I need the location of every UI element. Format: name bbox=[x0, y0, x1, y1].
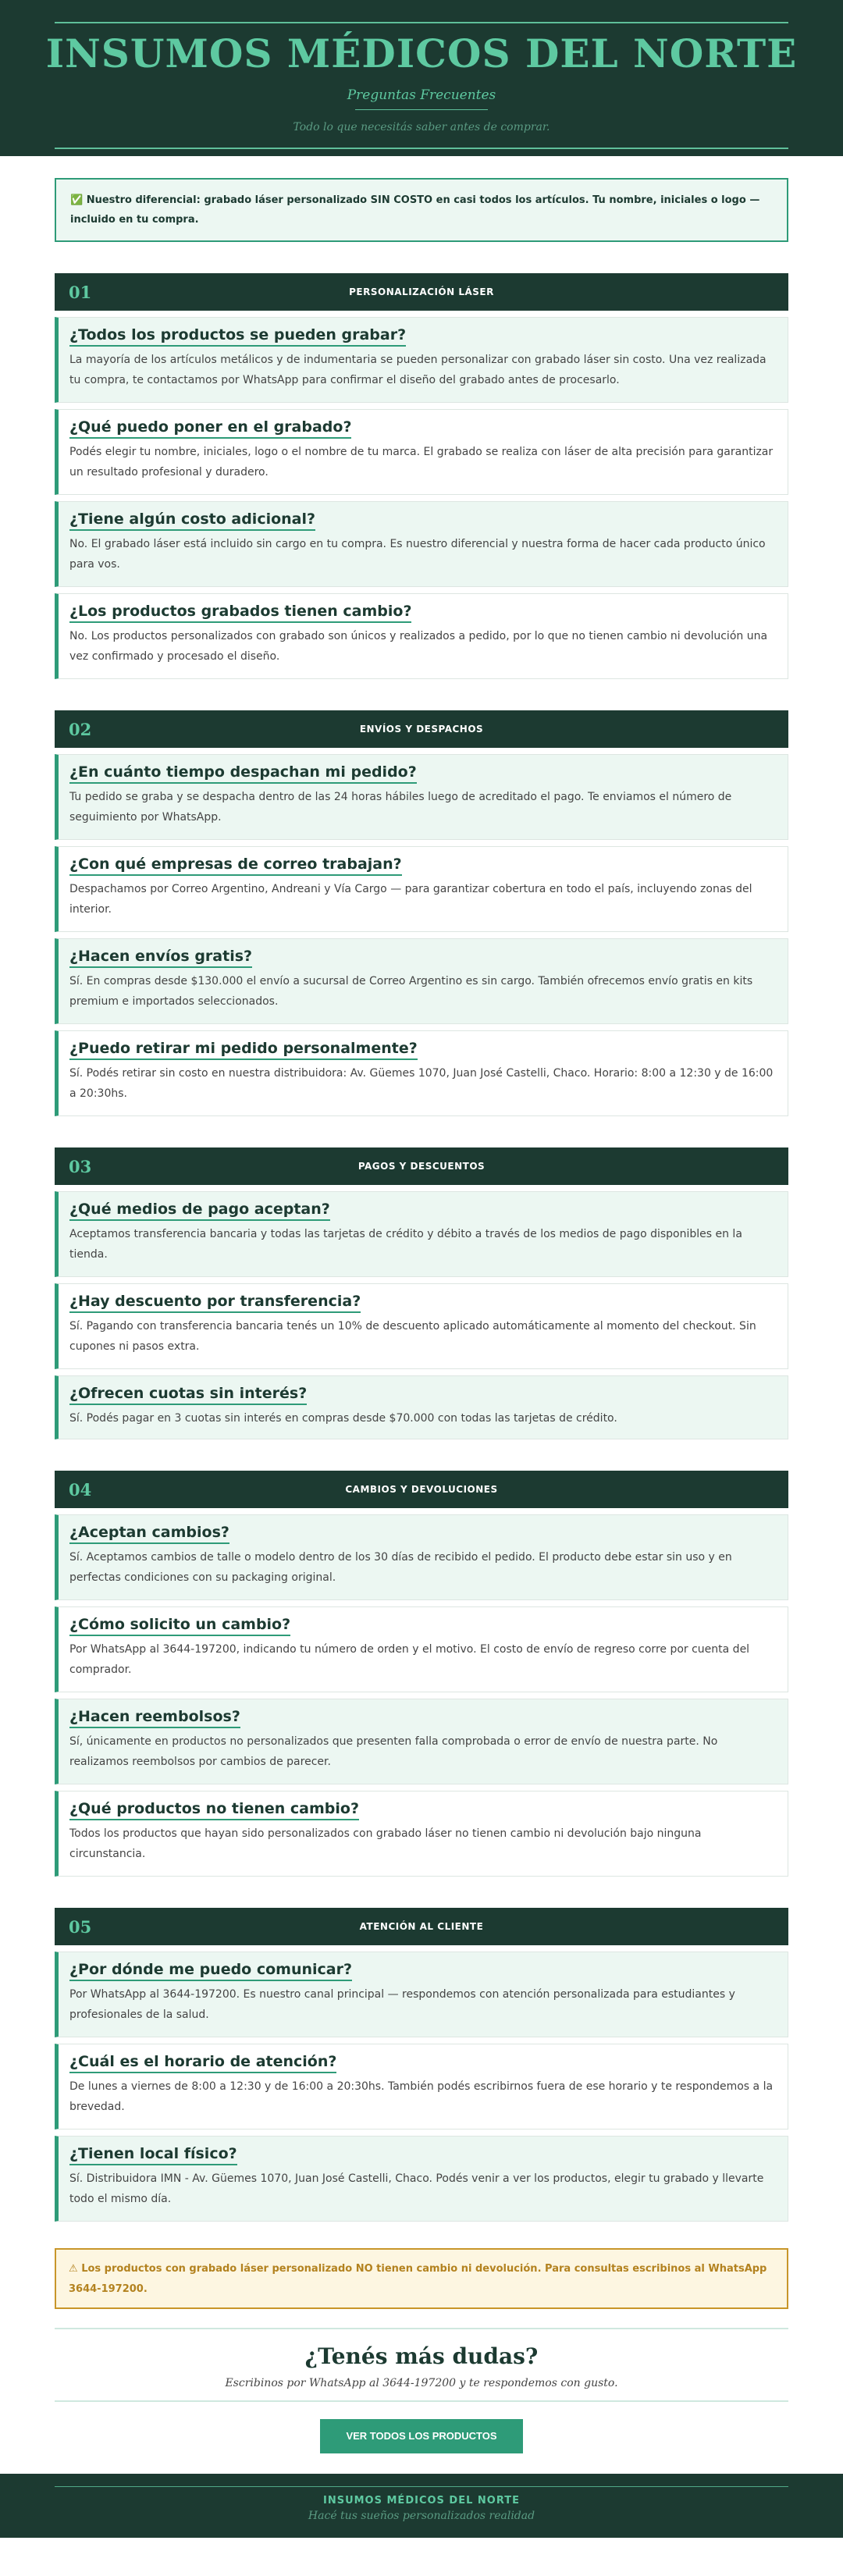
section-number: 04 bbox=[69, 1479, 92, 1500]
faq-section bbox=[55, 1471, 788, 1877]
faq-question: ¿Hacen reembolsos? bbox=[69, 1707, 240, 1728]
section-number: 05 bbox=[69, 1916, 92, 1937]
faq-answer: Por WhatsApp al 3644-197200, indicando tu número de orden y el motivo. El costo de envío de regreso corre por cuenta del comprador. bbox=[69, 1643, 750, 1676]
faq-question: ¿En cuánto tiempo despachan mi pedido? bbox=[69, 763, 417, 784]
faq-item bbox=[55, 1030, 788, 1116]
faq-item bbox=[55, 593, 788, 679]
page-tagline: Todo lo que necesitás saber antes de comprar. bbox=[293, 121, 550, 133]
section-title: ATENCIÓN AL CLIENTE bbox=[359, 1921, 484, 1932]
more-questions-title: ¿Tenés más dudas? bbox=[304, 2343, 539, 2369]
view-all-products-button[interactable]: VER TODOS LOS PRODUCTOS bbox=[320, 2419, 523, 2453]
faq-item bbox=[55, 1606, 788, 1692]
faq-answer: De lunes a viernes de 8:00 a 12:30 y de 16:00 a 20:30hs. También podés escribirnos fuera de ese horario y te respondemos a la brevedad. bbox=[69, 2080, 774, 2113]
faq-question: ¿Cuál es el horario de atención? bbox=[69, 2052, 336, 2073]
faq-item bbox=[55, 317, 788, 403]
faq-answer: No. Los productos personalizados con grabado son únicos y realizados a pedido, por lo que no tienen cambio ni devolución una vez confirmado y procesado el diseño. bbox=[69, 630, 768, 663]
faq-item bbox=[55, 1191, 788, 1277]
faq-item bbox=[55, 2136, 788, 2222]
faq-question: ¿Hay descuento por transferencia? bbox=[69, 1292, 361, 1313]
faq-item bbox=[55, 2044, 788, 2129]
section-title: ENVÍOS Y DESPACHOS bbox=[359, 724, 484, 735]
faq-question: ¿Aceptan cambios? bbox=[69, 1523, 229, 1544]
faq-item bbox=[55, 846, 788, 932]
faq-question: ¿Ofrecen cuotas sin interés? bbox=[69, 1384, 307, 1405]
faq-answer: Aceptamos transferencia bancaria y todas las tarjetas de crédito y débito a través de los medios de pago disponibles en la tienda. bbox=[69, 1228, 742, 1261]
faq-question: ¿Los productos grabados tienen cambio? bbox=[69, 602, 411, 623]
faq-item bbox=[55, 1283, 788, 1369]
faq-question: ¿Puedo retirar mi pedido personalmente? bbox=[69, 1039, 418, 1060]
faq-question: ¿Qué productos no tienen cambio? bbox=[69, 1799, 359, 1820]
warning-box bbox=[55, 2248, 788, 2309]
warning-icon: ⚠ bbox=[69, 2263, 78, 2275]
faq-item bbox=[55, 1514, 788, 1600]
check-icon: ✅ bbox=[70, 194, 84, 206]
cta-container bbox=[55, 2419, 788, 2453]
faq-question: ¿Por dónde me puedo comunicar? bbox=[69, 1960, 352, 1981]
footer-tagline: Hacé tus sueños personalizados realidad bbox=[308, 2510, 535, 2522]
faq-question: ¿Con qué empresas de correo trabajan? bbox=[69, 855, 402, 876]
faq-answer: Sí. Pagando con transferencia bancaria tenés un 10% de descuento aplicado automáticamente al momento del checkout. Sin cupones ni pasos extra. bbox=[69, 1320, 756, 1353]
faq-answer: Por WhatsApp al 3644-197200. Es nuestro canal principal — respondemos con atención personalizada para estudiantes y profesionales de la salud. bbox=[69, 1988, 735, 2021]
faq-question: ¿Qué puedo poner en el grabado? bbox=[69, 418, 351, 439]
subtitle-underline bbox=[355, 109, 488, 110]
warning-text: Los productos con grabado láser personalizado NO tienen cambio ni devolución. Para consultas escribinos al WhatsApp 3644-197200. bbox=[69, 2263, 767, 2295]
faq-item bbox=[55, 501, 788, 587]
faq-question: ¿Tiene algún costo adicional? bbox=[69, 510, 315, 531]
more-questions bbox=[55, 2329, 788, 2400]
faq-answer: Despachamos por Correo Argentino, Andreani y Vía Cargo — para garantizar cobertura en todo el país, incluyendo zonas del interior. bbox=[69, 883, 752, 916]
faq-section bbox=[55, 1908, 788, 2222]
section-header bbox=[55, 1471, 788, 1508]
faq-answer: Podés elegir tu nombre, iniciales, logo o el nombre de tu marca. El grabado se realiza con láser de alta precisión para garantizar un resultado profesional y duradero. bbox=[69, 446, 774, 479]
section-title: PAGOS Y DESCUENTOS bbox=[357, 1161, 486, 1172]
footer-title: INSUMOS MÉDICOS DEL NORTE bbox=[322, 2495, 521, 2507]
faq-question: ¿Hacen envíos gratis? bbox=[69, 947, 252, 968]
section-title: CAMBIOS Y DEVOLUCIONES bbox=[345, 1484, 498, 1495]
faq-answer: La mayoría de los artículos metálicos y de indumentaria se pueden personalizar con grabado láser sin costo. Una vez realizada tu compra, te contactamos por WhatsApp para confirmar el diseño del grabado antes de procesarlo. bbox=[69, 354, 767, 386]
faq-item bbox=[55, 1699, 788, 1784]
faq-question: ¿Tienen local físico? bbox=[69, 2144, 237, 2165]
faq-answer: Sí. Aceptamos cambios de talle o modelo dentro de los 30 días de recibido el pedido. El producto debe estar sin uso y en perfectas condiciones con su packaging original. bbox=[69, 1551, 732, 1584]
page-subtitle: Preguntas Frecuentes bbox=[347, 87, 496, 103]
faq-answer: Sí. Distribuidora IMN - Av. Güemes 1070, Juan José Castelli, Chaco. Podés venir a ver los productos, elegir tu grabado y llevarte todo el mismo día. bbox=[69, 2172, 764, 2205]
faq-item bbox=[55, 1375, 788, 1439]
header-bottom-line bbox=[55, 148, 788, 149]
faq-section bbox=[55, 1147, 788, 1439]
faq-answer: Sí. Podés pagar en 3 cuotas sin interés en compras desde $70.000 con todas las tarjetas de crédito. bbox=[69, 1412, 617, 1425]
faq-item bbox=[55, 754, 788, 840]
faq-item bbox=[55, 938, 788, 1024]
faq-answer: Sí. Podés retirar sin costo en nuestra distribuidora: Av. Güemes 1070, Juan José Castelli, Chaco. Horario: 8:00 a 12:30 y de 16:00 a 20:30hs. bbox=[69, 1067, 774, 1100]
faq-question: ¿Cómo solicito un cambio? bbox=[69, 1615, 290, 1636]
section-number: 02 bbox=[69, 719, 92, 739]
footer-line bbox=[55, 2486, 788, 2487]
faq-answer: Sí. En compras desde $130.000 el envío a sucursal de Correo Argentino es sin cargo. También ofrecemos envío gratis en kits premium e importados seleccionados. bbox=[69, 975, 753, 1008]
faq-item bbox=[55, 1952, 788, 2037]
section-title: PERSONALIZACIÓN LÁSER bbox=[349, 286, 494, 297]
feature-note-text: Nuestro diferencial: grabado láser personalizado SIN COSTO en casi todos los artículos. Tu nombre, iniciales o logo — incluido en tu compra. bbox=[70, 194, 760, 226]
page-footer bbox=[0, 2474, 843, 2538]
header-top-line bbox=[55, 22, 788, 23]
faq-answer: Sí, únicamente en productos no personalizados que presenten falla comprobada o error de envío de nuestra parte. No realizamos reembolsos por cambios de parecer. bbox=[69, 1735, 718, 1768]
site-title: INSUMOS MÉDICOS DEL NORTE bbox=[45, 30, 798, 76]
faq-section bbox=[55, 710, 788, 1116]
faq-item bbox=[55, 409, 788, 495]
section-header bbox=[55, 1147, 788, 1185]
faq-answer: Tu pedido se graba y se despacha dentro de las 24 horas hábiles luego de acreditado el pago. Te enviamos el número de seguimiento por WhatsApp. bbox=[69, 791, 732, 824]
page-header bbox=[0, 0, 843, 156]
section-header bbox=[55, 1908, 788, 1945]
section-header bbox=[55, 273, 788, 311]
divider bbox=[55, 2400, 788, 2402]
section-number: 01 bbox=[69, 282, 92, 302]
feature-note bbox=[55, 178, 788, 242]
faq-section bbox=[55, 273, 788, 679]
faq-question: ¿Todos los productos se pueden grabar? bbox=[69, 326, 406, 347]
section-header bbox=[55, 710, 788, 748]
faq-answer: No. El grabado láser está incluido sin cargo en tu compra. Es nuestro diferencial y nuestra forma de hacer cada producto único para vos. bbox=[69, 538, 766, 571]
faq-question: ¿Qué medios de pago aceptan? bbox=[69, 1200, 330, 1221]
more-questions-subtitle: Escribinos por WhatsApp al 3644-197200 y te respondemos con gusto. bbox=[225, 2377, 618, 2389]
faq-sections bbox=[55, 273, 788, 2222]
faq-item bbox=[55, 1791, 788, 1877]
main-content bbox=[55, 178, 788, 2453]
section-number: 03 bbox=[69, 1156, 92, 1176]
faq-answer: Todos los productos que hayan sido personalizados con grabado láser no tienen cambio ni devolución bajo ninguna circunstancia. bbox=[69, 1827, 702, 1860]
